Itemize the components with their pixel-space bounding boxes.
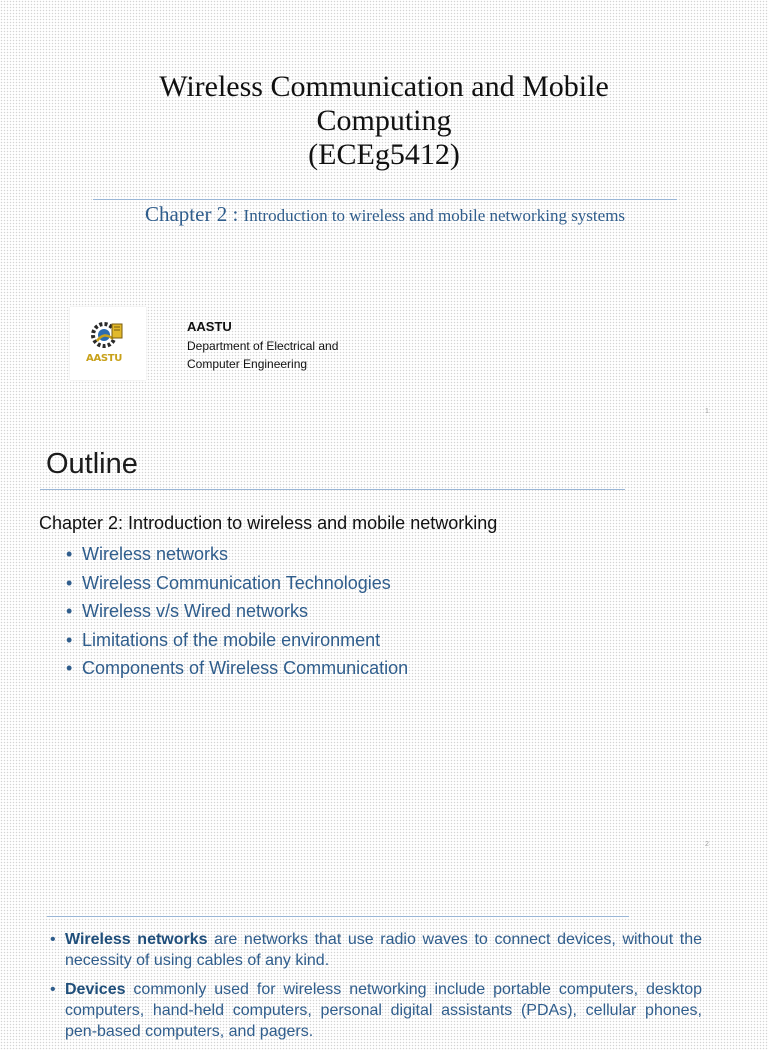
outline-item: • Components of Wireless Communication xyxy=(66,654,408,683)
definition-text: are networks that use radio waves to connect devices, without the necessity of using cables of any kind. xyxy=(65,931,702,969)
outline-item: • Wireless v/s Wired networks xyxy=(66,597,408,626)
chapter-subtitle xyxy=(120,203,650,228)
outline-item: • Limitations of the mobile environment xyxy=(66,626,408,655)
organization-block xyxy=(187,318,367,373)
outline-heading: Outline xyxy=(46,448,138,480)
chapter-prefix: Chapter 2 : xyxy=(144,202,244,226)
title-divider xyxy=(93,199,677,200)
definition-item xyxy=(50,929,702,971)
logo-wordmark: AASTU xyxy=(86,353,123,364)
gear-emblem-icon xyxy=(82,315,134,355)
course-title-line-2: Computing xyxy=(316,104,452,137)
slide-3 xyxy=(0,872,768,1040)
university-logo xyxy=(70,307,146,380)
outline-item: • Wireless Communication Technologies xyxy=(66,569,408,598)
definition-term: Devices xyxy=(65,981,126,998)
definition-term: Wireless networks xyxy=(65,931,208,948)
page-number: 1 xyxy=(705,408,709,415)
course-title-line-1: Wireless Communication and Mobile xyxy=(159,70,609,103)
definition-item xyxy=(50,979,702,1042)
outline-intro: Chapter 2: Introduction to wireless and mobile networking xyxy=(39,513,498,533)
slide-divider xyxy=(47,916,629,917)
chapter-title: Introduction to wireless and mobile networking systems xyxy=(243,206,626,225)
slide-1 xyxy=(0,0,768,430)
department-name: Department of Electrical and Computer Engineering xyxy=(187,339,339,371)
course-title xyxy=(0,70,768,172)
course-code: (ECEg5412) xyxy=(308,138,460,171)
outline-list xyxy=(66,540,408,683)
outline-item: • Wireless networks xyxy=(66,540,408,569)
definition-list xyxy=(50,929,702,1050)
slide-2 xyxy=(0,436,768,866)
page-number: 2 xyxy=(705,841,709,848)
outline-divider xyxy=(40,489,625,490)
organization-name: AASTU xyxy=(187,319,232,334)
definition-text: commonly used for wireless networking include portable computers, desktop computers, hand-held computers, personal digital assistants (PDAs), cellular phones, pen-based computers, and pagers. xyxy=(65,981,702,1040)
